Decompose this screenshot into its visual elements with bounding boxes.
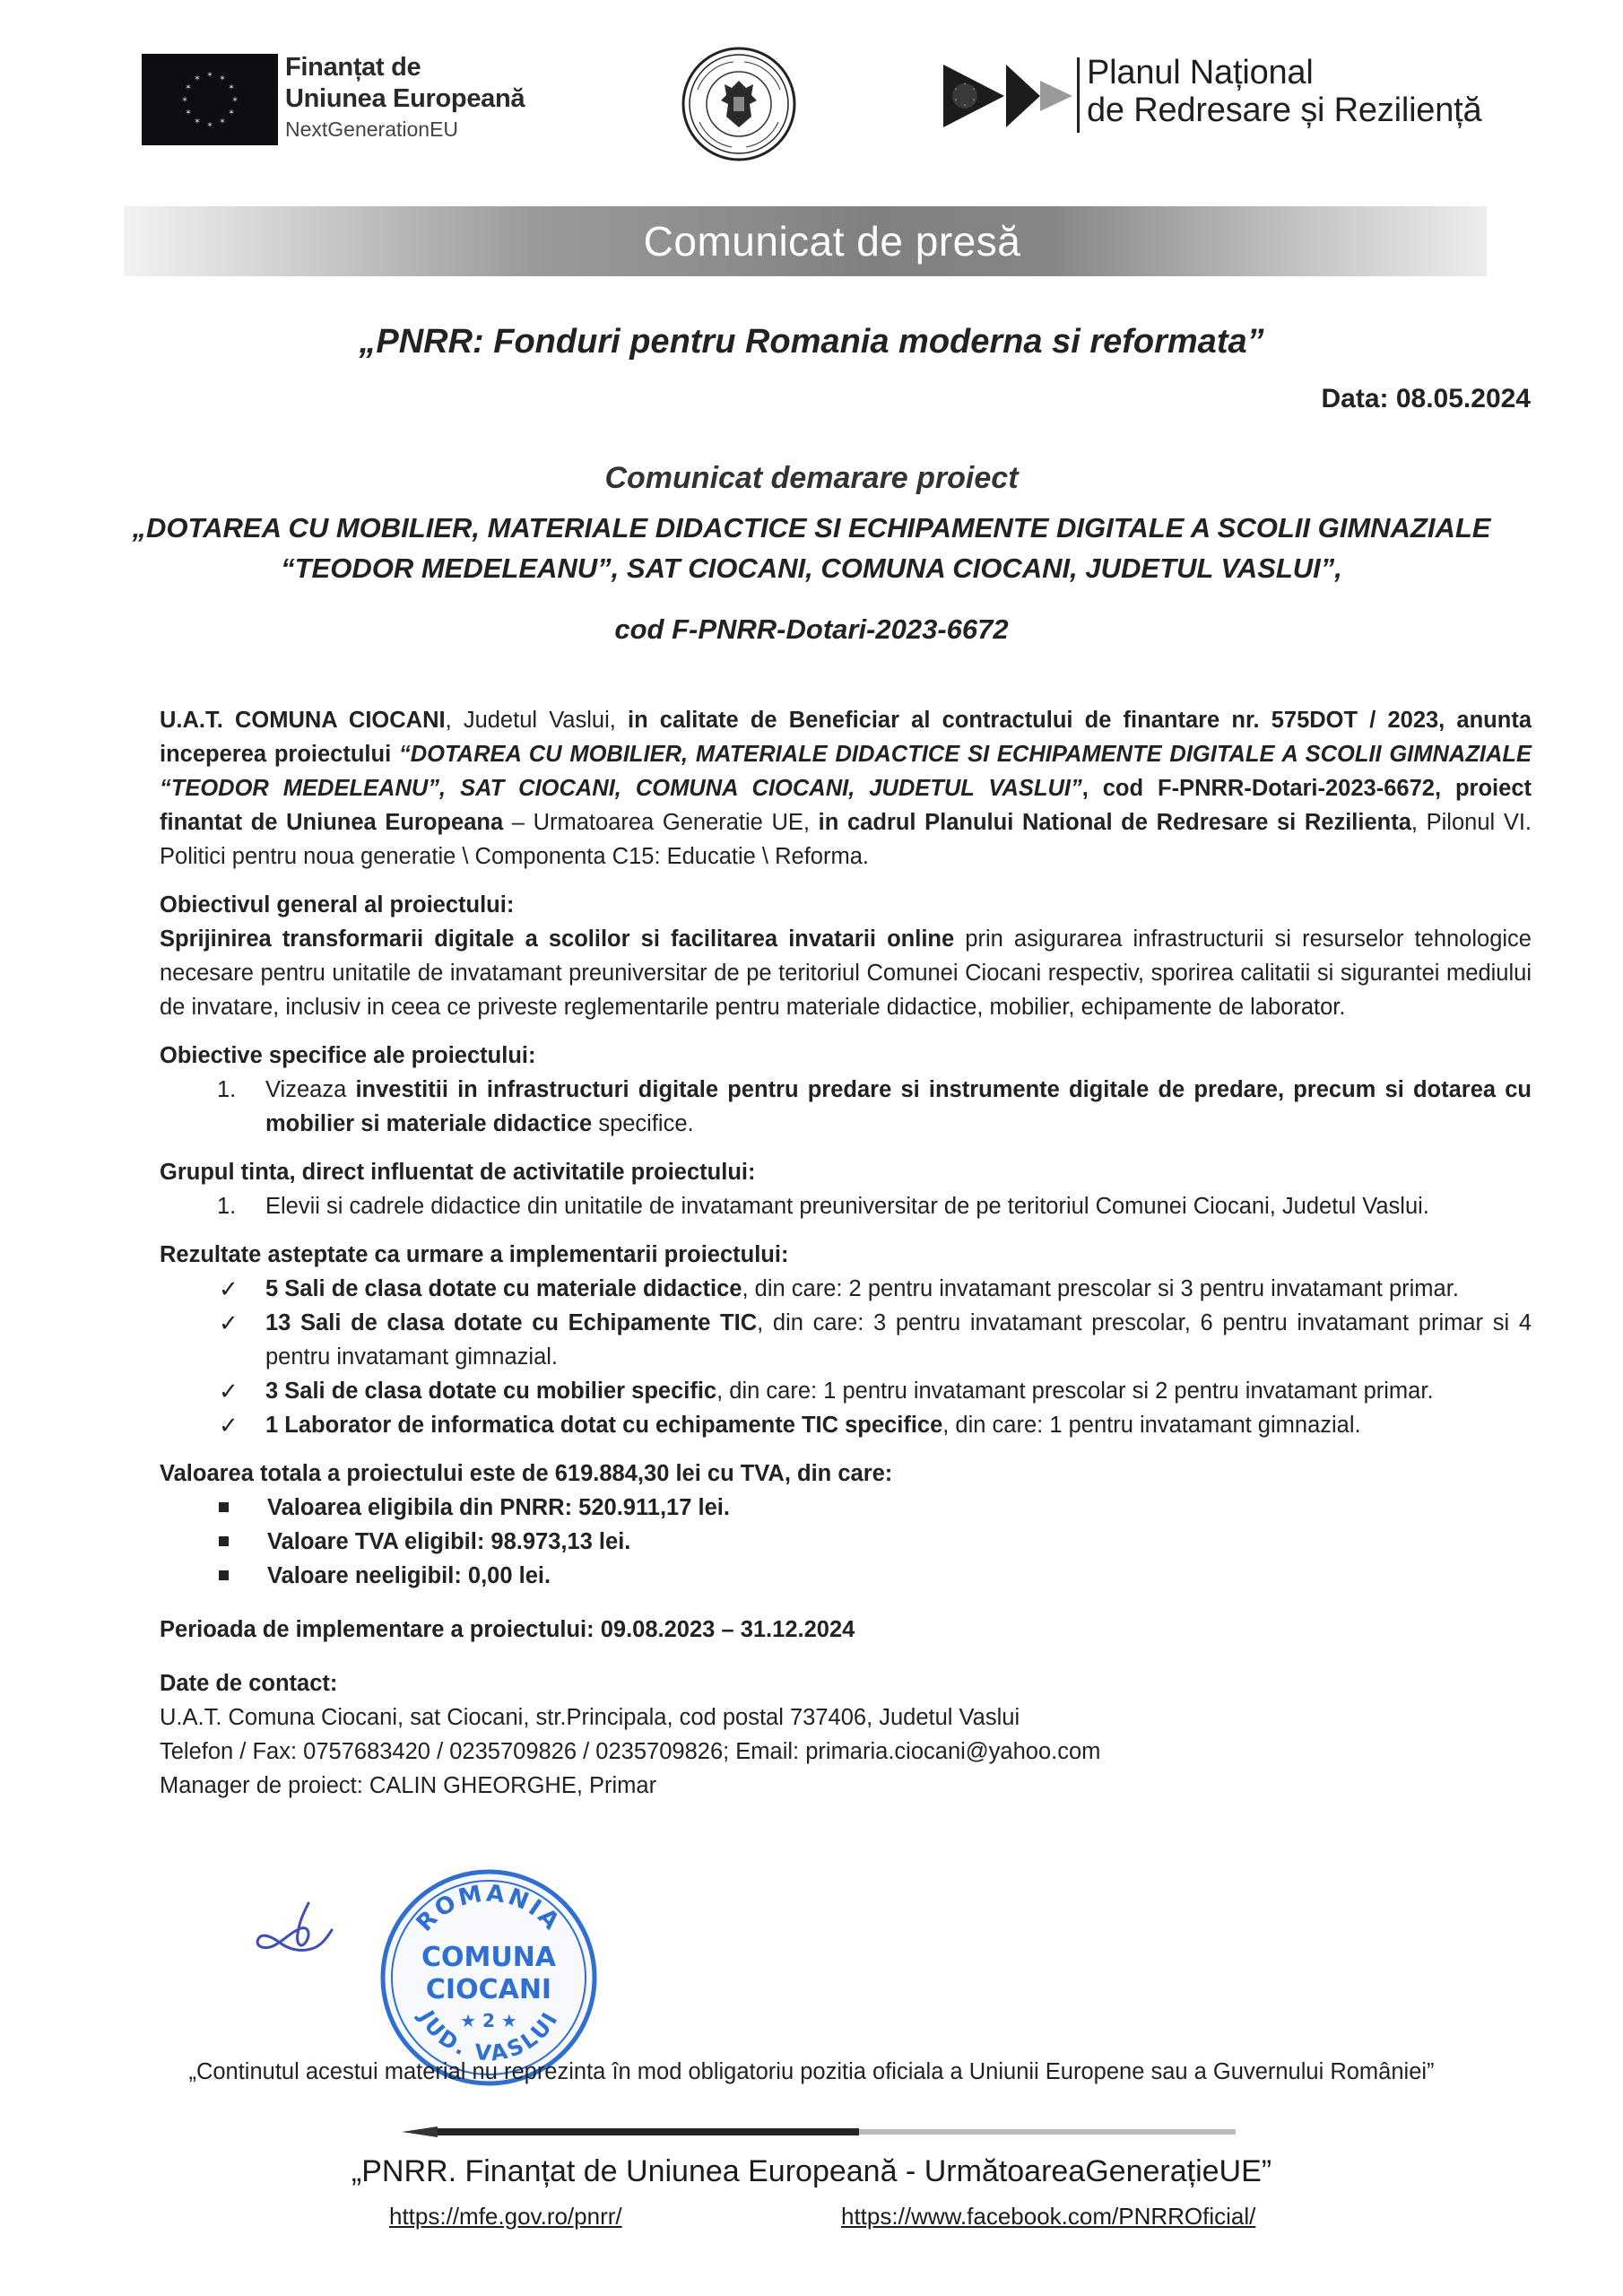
svg-text:*: * — [963, 83, 967, 88]
list-number: 1. — [217, 1077, 237, 1102]
checkmark-icon: ✓ — [219, 1275, 239, 1302]
result-rest: , din care: 1 pentru invatamant gimnazial. — [942, 1413, 1361, 1438]
contact-heading: Date de contact: — [160, 1671, 338, 1696]
eu-line1: Finanțat de — [285, 53, 421, 82]
pnrr-divider — [1077, 57, 1080, 133]
svg-text:✶: ✶ — [185, 109, 192, 117]
checkmark-icon: ✓ — [219, 1309, 239, 1336]
project-title — [90, 508, 1533, 588]
svg-text:✶: ✶ — [206, 121, 213, 130]
mfe-link[interactable]: https://mfe.gov.ro/pnrr/ — [389, 2203, 622, 2230]
svg-text:*: * — [954, 88, 958, 93]
result-bold: 1 Laborator de informatica dotat cu echipamente TIC specifice — [265, 1413, 943, 1438]
svg-text:✶: ✶ — [231, 96, 239, 105]
eu-line2: Uniunea Europeană — [285, 84, 525, 113]
contact-manager: Manager de proiect: CALIN GHEORGHE, Primar — [160, 1773, 657, 1798]
value-item: Valoare neeligibil: 0,00 lei. — [267, 1563, 551, 1588]
result-bold: 5 Sali de clasa dotate cu materiale didactice — [265, 1276, 742, 1301]
bullet-icon — [219, 1502, 229, 1512]
official-stamp — [377, 1866, 601, 2090]
svg-text:✶: ✶ — [219, 117, 226, 126]
specific-objective-b: investitii in infrastructuri digitale pentru predare si instrumente digitale de predare, precum si dotarea cu mobilier si materiale didactice — [265, 1077, 1532, 1136]
list-number: 1. — [217, 1194, 237, 1219]
value-heading: Valoarea totala a proiectului este de 619.884,30 lei cu TVA, din care: — [160, 1461, 893, 1486]
general-objective-heading: Obiectivul general al proiectului: — [160, 892, 515, 918]
footer-divider — [402, 2124, 1236, 2135]
intro-project-name: “DOTAREA CU MOBILIER, MATERIALE DIDACTICE SI ECHIPAMENTE DIGITALE A SCOLII GIMNAZIALE “TEODOR MEDELEANU”, SAT CIOCANI, COMUNA CIOCANI, JUDETUL VASLUI” — [160, 742, 1532, 801]
specific-objective-c: specifice. — [592, 1111, 694, 1136]
eu-flag-logo — [142, 54, 278, 145]
stamp-line1: COMUNA — [421, 1942, 557, 1973]
bullet-icon — [219, 1536, 229, 1546]
signature — [246, 1894, 344, 1966]
svg-text:✶: ✶ — [206, 71, 213, 80]
government-seal-logo — [680, 45, 798, 163]
pnrr-logo — [942, 61, 1074, 131]
result-rest: , din care: 2 pentru invatamant prescolar si 3 pentru invatamant primar. — [742, 1276, 1459, 1301]
value-item: Valoarea eligibila din PNRR: 520.911,17 lei. — [267, 1495, 730, 1520]
document-body — [160, 703, 1532, 1803]
intro-space — [391, 742, 399, 767]
results-heading: Rezultate asteptate ca urmare a implementarii proiectului: — [160, 1242, 789, 1267]
list-item — [160, 1374, 1532, 1408]
coat-of-arms-icon — [680, 45, 798, 163]
intro-contract: in calitate de Beneficiar al contractului de finantare nr. 575DOT / 2023, anunta inceperea proiectului — [160, 708, 1532, 767]
value-item: Valoare TVA eligibil: 98.973,13 lei. — [267, 1529, 631, 1554]
pnrr-line1: Planul Național — [1087, 54, 1314, 91]
project-code: cod F-PNRR-Dotari-2023-6672 — [614, 613, 1009, 645]
result-bold: 3 Sali de clasa dotate cu mobilier specific — [265, 1378, 717, 1404]
bullet-icon — [219, 1570, 229, 1580]
intro-beneficiary: U.A.T. COMUNA CIOCANI — [160, 708, 446, 733]
document-subtitle: „PNRR: Fonduri pentru Romania moderna si reformata” — [359, 323, 1264, 361]
specific-objectives-heading: Obiective specifice ale proiectului: — [160, 1043, 536, 1068]
eu-stars-icon — [142, 54, 278, 145]
specific-objectives-section — [160, 1039, 1532, 1141]
general-objective-section — [160, 888, 1532, 1024]
list-item — [160, 1525, 1532, 1559]
svg-text:✶: ✶ — [219, 74, 226, 83]
project-title-line2: “TEODOR MEDELEANU”, SAT CIOCANI, COMUNA CIOCANI, JUDETUL VASLUI”, — [281, 552, 1342, 584]
results-section — [160, 1238, 1532, 1442]
intro-nextgen: – Urmatoarea Generatie UE, — [503, 810, 819, 835]
list-item — [160, 1272, 1532, 1306]
specific-objective-a: Vizeaza — [265, 1077, 356, 1102]
contact-address: U.A.T. Comuna Ciocani, sat Ciocani, str.Principala, cod postal 737406, Judetul Vaslui — [160, 1705, 1020, 1730]
contact-phone: Telefon / Fax: 0757683420 / 0235709826 / 0235709826; Email: primaria.ciocani@yahoo.com — [160, 1739, 1101, 1764]
eu-funding-label — [285, 52, 525, 144]
eu-line3: NextGenerationEU — [285, 117, 459, 141]
project-title-line1: „DOTAREA CU MOBILIER, MATERIALE DIDACTICE SI ECHIPAMENTE DIGITALE A SCOLII GIMNAZIALE — [132, 512, 1491, 544]
pnrr-arrow-icon — [942, 61, 1074, 131]
list-item — [160, 1559, 1532, 1593]
result-rest: , din care: 3 pentru invatamant prescolar, 6 pentru invatamant primar si 4 pentru invatamant gimnazial. — [265, 1310, 1532, 1370]
svg-text:✶: ✶ — [194, 117, 201, 126]
intro-pillar: , Pilonul VI. Politici pentru noua generatie \ Componenta C15: Educatie \ Reforma. — [160, 810, 1532, 869]
target-group-text: Elevii si cadrele didactice din unitatile de invatamant preuniversitar de pe teritoriul Comunei Ciocani, Judetul Vaslui. — [265, 1194, 1429, 1219]
svg-text:✶: ✶ — [228, 83, 235, 92]
list-item — [160, 1491, 1532, 1525]
result-bold: 13 Sali de clasa dotate cu Echipamente TIC — [265, 1310, 758, 1335]
svg-text:✶: ✶ — [185, 83, 192, 92]
stamp-bottom-text: JUD. VASLUI — [413, 2006, 564, 2066]
stamp-line2: CIOCANI — [425, 1974, 552, 2005]
intro-county: , Judetul Vaslui, — [445, 708, 628, 733]
svg-text:*: * — [972, 99, 976, 104]
document-date: Data: 08.05.2024 — [1321, 384, 1531, 413]
intro-code-funding: , cod F-PNRR-Dotari-2023-6672, proiect finantat de Uniunea Europeana — [160, 776, 1532, 835]
contact-section — [160, 1666, 1532, 1803]
list-item — [160, 1073, 1532, 1141]
implementation-period: Perioada de implementare a proiectului: 09.08.2023 – 31.12.2024 — [160, 1617, 855, 1642]
svg-text:✶: ✶ — [194, 74, 201, 83]
intro-pnrr: in cadrul Planului National de Redresare si Rezilienta — [818, 810, 1411, 835]
general-objective-bold: Sprijinirea transformarii digitale a scolilor si facilitarea invatarii online — [160, 926, 955, 952]
announcement-heading: Comunicat demarare proiect — [604, 461, 1019, 495]
target-group-heading: Grupul tinta, direct influentat de activitatile proiectului: — [160, 1160, 756, 1185]
result-rest: , din care: 1 pentru invatamant prescolar si 2 pentru invatamant primar. — [716, 1378, 1434, 1404]
banner-title: Comunicat de presă — [643, 218, 1021, 265]
general-objective-rest: prin asigurarea infrastructurii si resurselor tehnologice necesare pentru unitatile de invatamant preuniversitar de pe teritoriul Comunei Ciocani respectiv, sporirea calitatii si sigurantei mediului de invatare, inclusiv in ceea ce priveste reglementarile pentru materiale didactice, mobilier, echipamente de laborator. — [160, 926, 1532, 1020]
svg-text:*: * — [954, 99, 958, 104]
disclaimer: „Continutul acestui material nu reprezinta în mod obligatoriu pozitia oficiala a Uniunii Europene sau a Guvernului României” — [188, 2059, 1435, 2084]
list-item — [160, 1189, 1532, 1223]
list-item — [160, 1306, 1532, 1374]
intro-paragraph — [160, 703, 1532, 874]
pnrr-line2: de Redresare și Reziliență — [1087, 91, 1482, 129]
value-section — [160, 1457, 1532, 1593]
stamp-top-text: ROMANIA — [411, 1880, 567, 1937]
target-group-section — [160, 1155, 1532, 1223]
checkmark-icon: ✓ — [219, 1378, 239, 1405]
svg-text:*: * — [963, 104, 967, 109]
stamp-line3: ★ 2 ★ — [460, 2010, 517, 2031]
general-objective-text — [160, 922, 1532, 1024]
svg-text:*: * — [972, 88, 976, 93]
footer-title: „PNRR. Finanțat de Uniunea Europeană - UrmătoareaGenerațieUE” — [351, 2154, 1272, 2188]
facebook-link[interactable]: https://www.facebook.com/PNRROficial/ — [841, 2203, 1256, 2230]
pnrr-program-label — [1087, 54, 1481, 129]
press-release-banner — [124, 206, 1487, 276]
svg-text:✶: ✶ — [181, 96, 188, 105]
svg-text:✶: ✶ — [228, 109, 235, 117]
list-item — [160, 1408, 1532, 1442]
checkmark-icon: ✓ — [219, 1412, 239, 1439]
